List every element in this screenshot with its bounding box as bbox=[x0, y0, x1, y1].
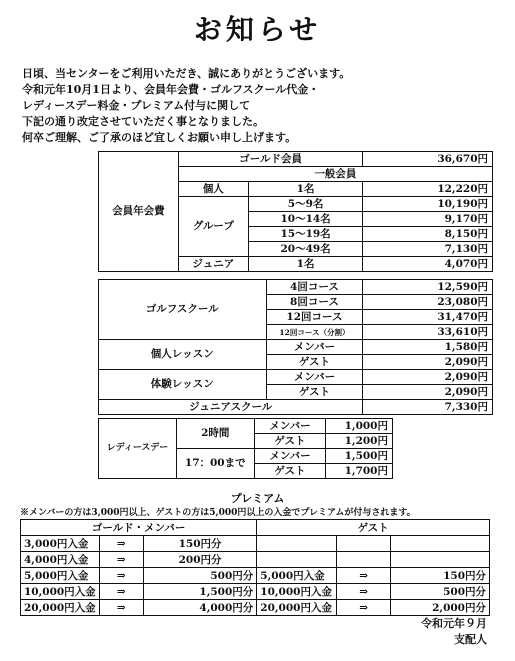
deposit-amount bbox=[257, 536, 337, 552]
table-row bbox=[99, 400, 493, 415]
ladies-type: ゲスト bbox=[254, 434, 326, 449]
course-price: 31,470円 bbox=[363, 310, 493, 325]
golf-school-label: ゴルフスクール bbox=[99, 280, 267, 340]
course-name: 12回コース bbox=[266, 310, 363, 325]
junior-school-price: 7,330円 bbox=[363, 400, 493, 415]
trial-lesson-label: 体験レッスン bbox=[99, 370, 267, 400]
course-price: 33,610円 bbox=[363, 325, 493, 340]
premium-note: ※メンバーの方は3,000円以上、ゲストの方は5,000円以上の入金でプレミアムが付与されます。 bbox=[20, 508, 416, 518]
course-name: 12回コース（分割） bbox=[266, 325, 363, 340]
time-slot-label: 2時間 bbox=[176, 419, 254, 449]
bonus-amount: 200円分 bbox=[143, 552, 256, 568]
arrow-icon: ⇒ bbox=[99, 584, 143, 600]
junior-label: ジュニア bbox=[178, 257, 248, 272]
lesson-price: 1,580円 bbox=[363, 340, 493, 355]
golf-school-table bbox=[98, 279, 493, 415]
gold-member-header: ゴールド・メンバー bbox=[21, 520, 257, 536]
course-price: 23,080円 bbox=[363, 295, 493, 310]
footer-signature bbox=[421, 616, 487, 648]
table-row bbox=[99, 370, 493, 385]
individual-price: 12,220円 bbox=[363, 182, 493, 197]
ladies-price: 1,700円 bbox=[326, 464, 393, 479]
footer-signer: 支配人 bbox=[454, 633, 487, 646]
membership-group-label: 会員年会費 bbox=[99, 152, 179, 272]
premium-title: プレミアム bbox=[230, 492, 285, 505]
group-price: 7,130円 bbox=[363, 242, 493, 257]
table-row bbox=[21, 568, 490, 584]
arrow-icon: ⇒ bbox=[337, 568, 391, 584]
guest-header: ゲスト bbox=[257, 520, 490, 536]
time-slot-label: 17：00まで bbox=[176, 449, 254, 479]
course-name: 4回コース bbox=[266, 280, 363, 295]
ladies-type: メンバー bbox=[254, 449, 326, 464]
junior-price: 4,070円 bbox=[363, 257, 493, 272]
bonus-amount: 150円分 bbox=[391, 568, 490, 584]
intro-line: 下記の通り改定させていただく事となりました。 bbox=[22, 115, 264, 128]
group-price: 10,190円 bbox=[363, 197, 493, 212]
membership-fee-table bbox=[98, 151, 493, 272]
empty-cell bbox=[337, 536, 391, 552]
bonus-amount bbox=[391, 536, 490, 552]
junior-count: 1名 bbox=[248, 257, 363, 272]
table-row bbox=[21, 520, 490, 536]
table-row bbox=[21, 600, 490, 616]
ladies-type: ゲスト bbox=[254, 464, 326, 479]
intro-line: 令和元年10月1日より、会員年会費・ゴルフスクール代金・ bbox=[22, 83, 320, 96]
arrow-icon: ⇒ bbox=[337, 584, 391, 600]
lesson-price: 2,090円 bbox=[363, 370, 493, 385]
table-row bbox=[21, 552, 490, 568]
ladies-type: メンバー bbox=[254, 419, 326, 434]
deposit-amount: 20,000円入金 bbox=[257, 600, 337, 616]
arrow-icon: ⇒ bbox=[99, 568, 143, 584]
table-row bbox=[99, 340, 493, 355]
group-count: 15〜19名 bbox=[248, 227, 363, 242]
table-row bbox=[21, 536, 490, 552]
group-count: 20〜49名 bbox=[248, 242, 363, 257]
bonus-amount: 500円分 bbox=[391, 584, 490, 600]
bonus-amount: 1,500円分 bbox=[143, 584, 256, 600]
deposit-amount: 5,000円入金 bbox=[257, 568, 337, 584]
course-name: 8回コース bbox=[266, 295, 363, 310]
group-price: 8,150円 bbox=[363, 227, 493, 242]
deposit-amount: 10,000円入金 bbox=[257, 584, 337, 600]
bonus-amount bbox=[391, 552, 490, 568]
group-price: 9,170円 bbox=[363, 212, 493, 227]
general-member-header: 一般会員 bbox=[178, 167, 492, 182]
intro-line: 何卒ご理解、ご了承のほど宜しくお願い申し上げます。 bbox=[22, 131, 297, 144]
table-row bbox=[99, 152, 493, 167]
lesson-type: ゲスト bbox=[266, 355, 363, 370]
ladies-price: 1,500円 bbox=[326, 449, 393, 464]
intro-line: レディースデー料金・プレミアム付与に関して bbox=[22, 99, 251, 112]
deposit-amount: 4,000円入金 bbox=[21, 552, 100, 568]
lesson-type: ゲスト bbox=[266, 385, 363, 400]
ladies-day-label: レディースデー bbox=[99, 419, 177, 479]
intro-line: 日頃、当センターをご利用いただき、誠にありがとうございます。 bbox=[22, 67, 351, 80]
private-lesson-label: 個人レッスン bbox=[99, 340, 267, 370]
empty-cell bbox=[337, 552, 391, 568]
gold-member-price: 36,670円 bbox=[363, 152, 493, 167]
table-row bbox=[21, 584, 490, 600]
course-price: 12,590円 bbox=[363, 280, 493, 295]
deposit-amount: 3,000円入金 bbox=[21, 536, 100, 552]
bonus-amount: 500円分 bbox=[143, 568, 256, 584]
group-count: 5〜9名 bbox=[248, 197, 363, 212]
arrow-icon: ⇒ bbox=[99, 600, 143, 616]
bonus-amount: 150円分 bbox=[143, 536, 256, 552]
deposit-amount: 5,000円入金 bbox=[21, 568, 100, 584]
bonus-amount: 2,000円分 bbox=[391, 600, 490, 616]
deposit-amount: 10,000円入金 bbox=[21, 584, 100, 600]
intro-text bbox=[22, 66, 502, 146]
ladies-price: 1,000円 bbox=[326, 419, 393, 434]
group-count: 10〜14名 bbox=[248, 212, 363, 227]
lesson-type: メンバー bbox=[266, 340, 363, 355]
lesson-price: 2,090円 bbox=[363, 385, 493, 400]
lesson-price: 2,090円 bbox=[363, 355, 493, 370]
deposit-amount: 20,000円入金 bbox=[21, 600, 100, 616]
gold-member-label: ゴールド会員 bbox=[178, 152, 363, 167]
junior-school-label: ジュニアスクール bbox=[99, 400, 363, 415]
lesson-type: メンバー bbox=[266, 370, 363, 385]
ladies-day-table bbox=[98, 418, 393, 479]
arrow-icon: ⇒ bbox=[99, 552, 143, 568]
arrow-icon: ⇒ bbox=[99, 536, 143, 552]
premium-table bbox=[20, 519, 490, 616]
ladies-price: 1,200円 bbox=[326, 434, 393, 449]
arrow-icon: ⇒ bbox=[337, 600, 391, 616]
bonus-amount: 4,000円分 bbox=[143, 600, 256, 616]
deposit-amount bbox=[257, 552, 337, 568]
table-row bbox=[99, 419, 393, 434]
footer-date: 令和元年９月 bbox=[421, 617, 487, 630]
table-row bbox=[99, 280, 493, 295]
individual-label: 個人 bbox=[178, 182, 248, 197]
notice-title: お知らせ bbox=[193, 13, 322, 46]
individual-count: 1名 bbox=[248, 182, 363, 197]
group-label: グループ bbox=[178, 197, 248, 257]
